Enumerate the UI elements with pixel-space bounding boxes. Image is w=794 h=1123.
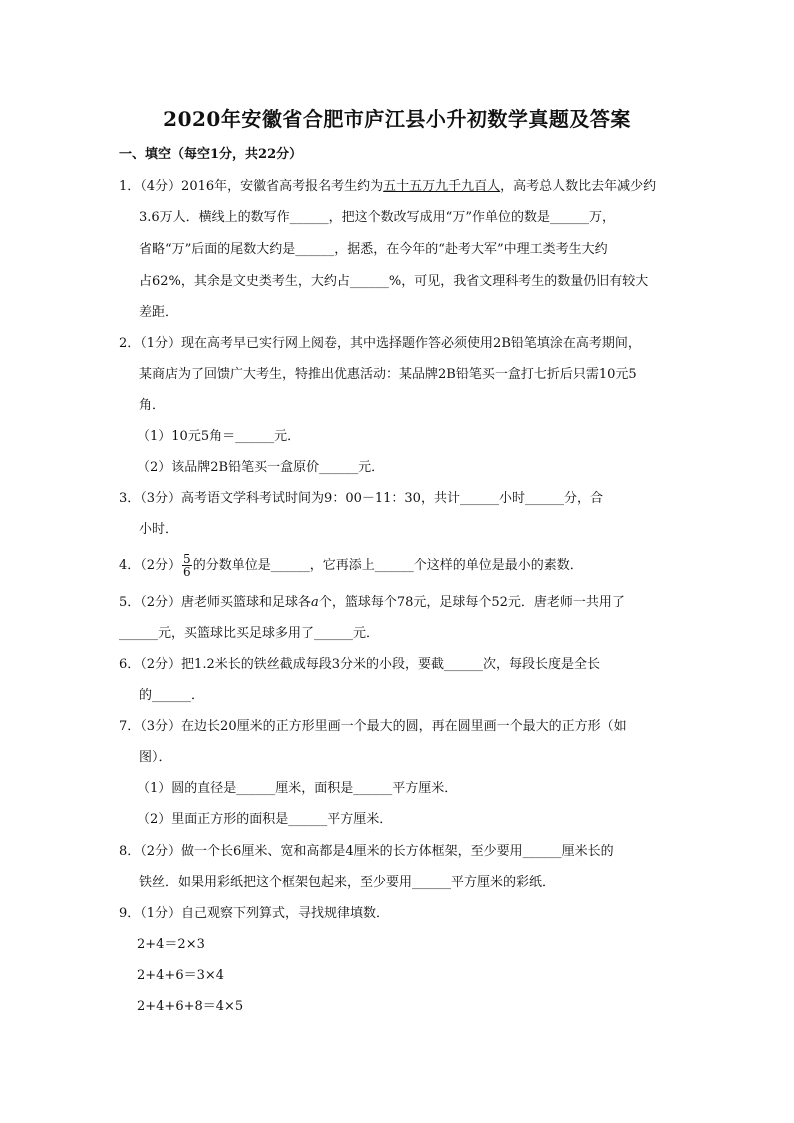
q3-line-1: 3．（3分）高考语文学科考试时间为9：00－11：30，共计______小时______分，合 [119, 491, 603, 506]
q2-sub-1: （1）10元5角＝______元． [137, 429, 301, 444]
q4-text: 的分数单位是______，它再添上______个这样的单位是最小的素数． [192, 558, 583, 573]
q3-line-2: 小时． [139, 522, 179, 537]
q8-line-1: 8．（2分）做一个长6厘米、宽和高都是4厘米的长方体框架，至少要用______厘米长的 [119, 844, 614, 859]
q5-line-2: ______元，买篮球比买足球多用了______元． [119, 626, 380, 641]
q6-line-1: 6．（2分）把1.2米长的铁丝截成每段3分米的小段，要截______次，每段长度是全长 [119, 657, 600, 672]
q8-line-2: 铁丝．如果用彩纸把这个框架包起来，至少要用______平方厘米的彩纸． [139, 875, 556, 890]
q1-text-a: 1．（4分）2016年，安徽省高考报名考生约为 [119, 179, 384, 194]
q4-line [119, 553, 583, 578]
q4-prefix: 4．（2分） [119, 558, 182, 573]
q2-sub-2: （2）该品牌2B铅笔买一盒原价______元． [137, 460, 385, 475]
q5-text-a: 5．（2分）唐老师买篮球和足球各 [119, 595, 312, 610]
q2-line-1: 2．（1分）现在高考早已实行网上阅卷，其中选择题作答必须使用2B铅笔填涂在高考期间， [119, 336, 641, 351]
q1-line-4: 占62%，其余是文史类考生，大约占______%，可见，我省文理科考生的数量仍旧有较大 [139, 274, 649, 289]
page-title: 2020年安徽省合肥市庐江县小升初数学真题及答案 [163, 107, 631, 131]
q5-text-b: 个，篮球每个78元，足球每个52元．唐老师一共用了 [318, 595, 625, 610]
q1-line-1 [119, 177, 656, 197]
q9-equation-3: 2+4+6+8＝4×5 [137, 999, 244, 1014]
q9-equation-1: 2+4＝2×3 [137, 937, 205, 952]
q6-line-2: 的______． [139, 688, 205, 703]
q1-text-b: ，高考总人数比去年减少约 [500, 179, 657, 194]
q7-sub-1: （1）圆的直径是______厘米，面积是______平方厘米． [137, 781, 458, 796]
section-heading: 一、填空（每空1分，共22分） [119, 147, 303, 162]
q7-line-2: 图）． [139, 750, 172, 765]
q1-underlined-number: 五十五万九千九百人 [383, 179, 501, 194]
q7-sub-2: （2）里面正方形的面积是______平方厘米． [137, 812, 393, 827]
q5-variable: a [311, 595, 319, 610]
q5-line-1 [119, 593, 625, 613]
q2-line-3: 角． [139, 398, 166, 413]
fraction-denominator: 6 [183, 565, 191, 579]
q1-line-5: 差距． [139, 305, 179, 320]
q9-line-1: 9．（1分）自己观察下列算式，寻找规律填数． [119, 906, 390, 921]
q1-line-2: 3.6万人．横线上的数写作______，把这个数改写成用“万”作单位的数是______万， [139, 210, 615, 225]
fraction-numerator: 5 [183, 552, 191, 566]
q2-line-2: 某商店为了回馈广大考生，特推出优惠活动：某品牌2B铅笔买一盒打七折后只需10元5 [139, 367, 637, 382]
q1-line-3: 省略“万”后面的尾数大约是______，据悉，在今年的“赴考大军”中理工类考生大约 [139, 242, 608, 257]
fraction [182, 553, 192, 578]
q7-line-1: 7．（3分）在边长20厘米的正方形里画一个最大的圆，再在圆里画一个最大的正方形（如 [119, 719, 627, 734]
q9-equation-2: 2+4+6＝3×4 [137, 968, 225, 983]
